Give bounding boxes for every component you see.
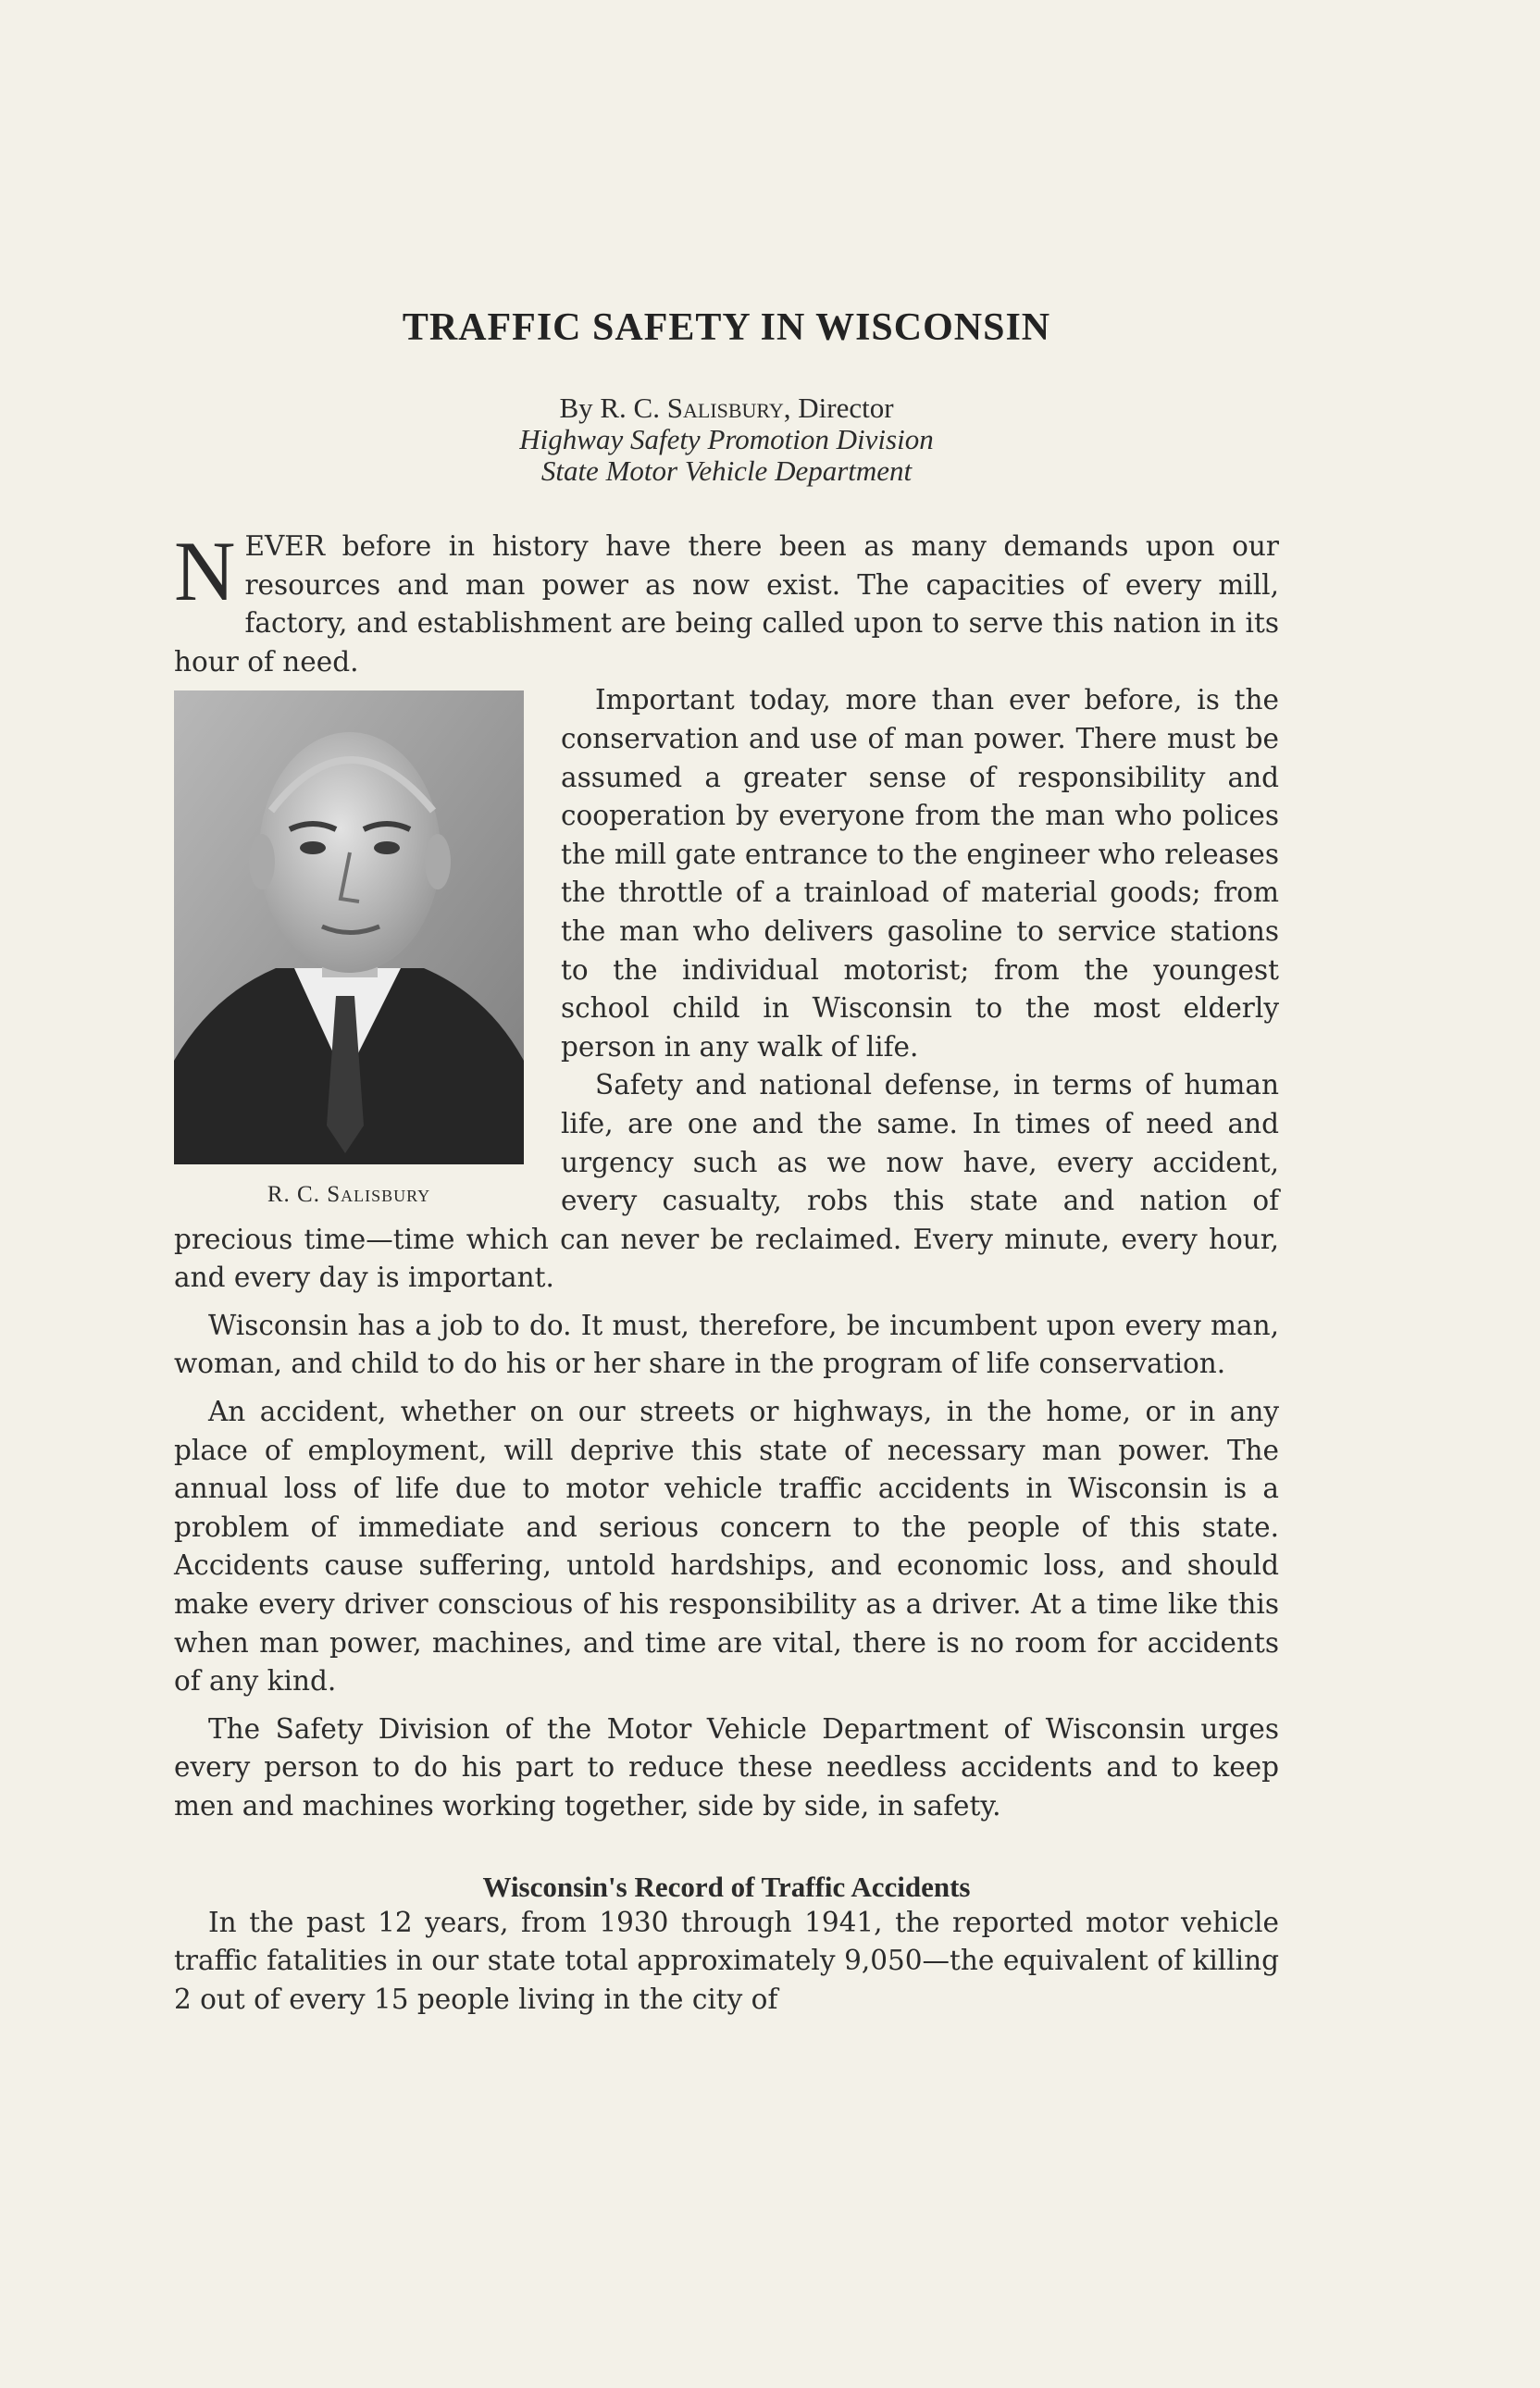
paragraph: The Safety Division of the Motor Vehicle Department of Wisconsin urges every person to do his part to reduce these needless accidents and to keep men and machines working together, side by side, in safety. (174, 1712, 1279, 1822)
byline-by: By R. C. (559, 392, 667, 424)
author-name: Salisbury (666, 392, 784, 424)
section-heading: Wisconsin's Record of Traffic Accidents (482, 1870, 971, 1903)
article (174, 305, 1279, 2019)
author-photo-figure (174, 690, 524, 1209)
paragraph: Wisconsin has a job to do. It must, therefore, be incumbent upon every man, woman, and child to do his or her share in the program of life conservation. (174, 1309, 1279, 1380)
photo-caption (174, 1181, 524, 1209)
section-paragraph: In the past 12 years, from 1930 through 1941, the reported motor vehicle traffic fatalities in our state total approximately 9,050—the equivalent of killing 2 out of every 15 people living in the city of (174, 1906, 1279, 2015)
drop-cap: N (174, 524, 236, 618)
paragraph: An accident, whether on our streets or highways, in the home, or in any place of employment, will deprive this state of necessary man power. The annual loss of life due to motor vehicle traffic accidents in Wisconsin is a problem of immediate and serious concern to the people of this state. Accidents cause suffering, untold hardships, and economic loss, and should make every driver conscious of his responsibility as a driver. At a time like this when man power, machines, and time are vital, there is no room for accidents of any kind. (174, 1396, 1279, 1698)
author-role: , Director (783, 392, 894, 424)
byline (174, 392, 1279, 487)
paragraph: Important today, more than ever before, is the conservation and use of man power. There must be assumed a greater sense of responsibility and cooperation by everyone from the man who polices the mill gate entrance to the engineer who releases the throttle of a trainload of material goods; from the man who delivers gasoline to service stations to the individual motorist; from the youngest school child in Wisconsin to the most elderly person in any walk of life. (561, 684, 1279, 1063)
paragraph: Safety and national defense, in terms of human life, are one and the same. In times of need and urgency such as we now have, every accident, every casualty, robs this state and nation of precious time—time which can never be reclaimed. Every minute, every hour, and every day is important. (174, 1069, 1279, 1294)
author-department: State Motor Vehicle Department (540, 454, 913, 487)
author-line (174, 392, 1279, 424)
photo-caption-text: R. C. Salisbury (267, 1182, 431, 1208)
author-division: Highway Safety Promotion Division (519, 423, 934, 455)
article-title: TRAFFIC SAFETY IN WISCONSIN (402, 306, 1051, 349)
intro-paragraph (174, 524, 1279, 681)
intro-text: EVER before in history have there been as many demands upon our resources and man power as now exist. The capacities of every mill, factory, and establishment are being called upon to serve this nation in its hour of need. (174, 530, 1279, 678)
author-photo (174, 690, 524, 1164)
